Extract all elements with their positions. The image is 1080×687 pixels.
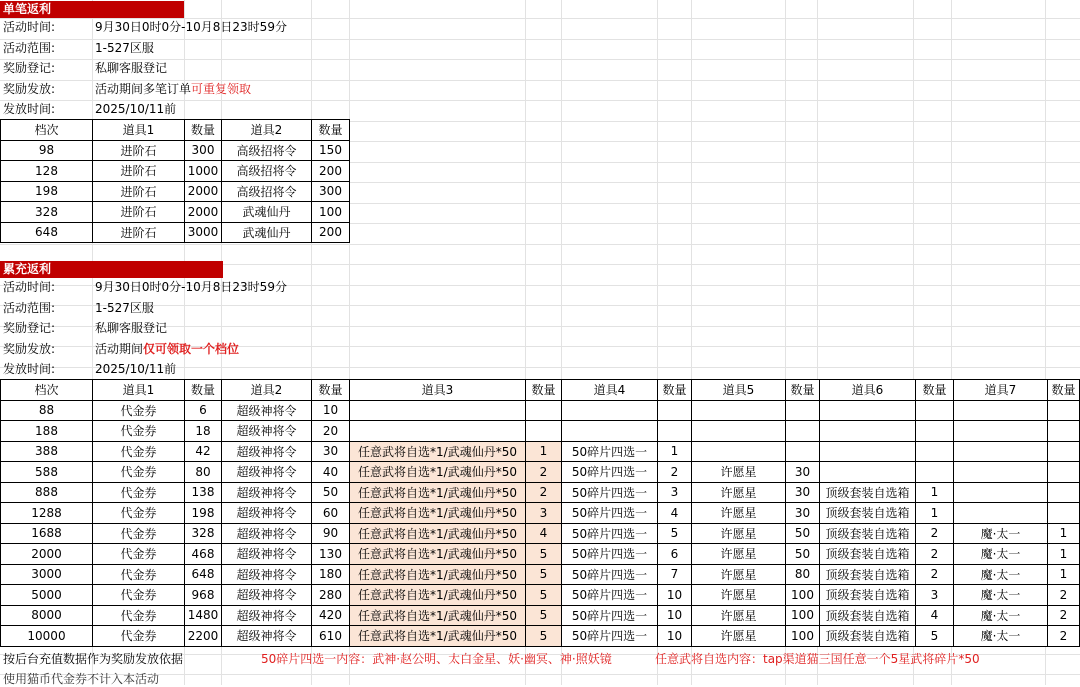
table-cell: 武魂仙丹 [222,202,312,223]
info-value-text: 2025/10/11前 [95,102,177,116]
info-value [95,58,167,79]
info-value [95,277,287,298]
table-cell: 高级招将令 [222,161,312,182]
table-cell: 5 [526,564,562,585]
table-cell [954,400,1048,421]
table-cell [820,462,916,483]
table-cell: 198 [1,181,93,202]
table-cell: 代金券 [93,400,185,421]
table-cell: 388 [1,441,93,462]
info-label: 活动范围: [3,40,56,55]
info-value-text: 9月30日0时0分-10月8日23时59分 [95,20,287,34]
table-cell: 3 [526,503,562,524]
table-cell: 50 [312,482,350,503]
table-cell: 任意武将自选*1/武魂仙丹*50 [350,462,526,483]
table-cell: 100 [786,605,820,626]
table-cell: 许愿星 [692,605,786,626]
table-cell: 进阶石 [93,202,185,223]
info-value [95,359,176,380]
info-label: 奖励登记: [3,61,56,75]
table-cell [1048,421,1080,442]
table-row [1,626,1080,647]
table-cell: 高级招将令 [222,181,312,202]
table-cell: 代金券 [93,585,185,606]
table-cell: 1 [658,441,692,462]
footer-note-coupon: 使用猫币代金券不计入本活动 [3,672,160,686]
table-cell [916,421,954,442]
table-cell: 8000 [1,605,93,626]
table-cell: 3 [916,585,954,606]
info-label: 发放时间: [3,362,56,376]
table-row [1,585,1080,606]
table-cell: 1000 [185,161,222,182]
table-row [1,161,350,182]
table-cell [954,482,1048,503]
table-cell: 100 [786,585,820,606]
table-cell: 代金券 [93,462,185,483]
info-value [95,38,154,59]
table-cell: 2200 [185,626,222,647]
info-label: 活动时间: [3,280,56,294]
column-header: 数量 [786,380,820,401]
table-cell: 3 [658,482,692,503]
table-cell: 魔·太一 [954,605,1048,626]
table-cell: 588 [1,462,93,483]
table-cell [954,421,1048,442]
table-cell [1048,441,1080,462]
table-cell: 50 [786,523,820,544]
table-cell: 许愿星 [692,626,786,647]
column-header: 档次 [1,380,93,401]
table-cell: 超级神将令 [222,503,312,524]
table-cell [1048,400,1080,421]
table-cell: 150 [312,140,350,161]
table-cell: 1 [1048,564,1080,585]
table-cell [786,400,820,421]
table-cell: 顶级套装自选箱 [820,544,916,565]
info-value [95,79,251,100]
table-cell: 5 [526,626,562,647]
table-cell: 200 [312,161,350,182]
table-cell: 1688 [1,523,93,544]
table-cell: 30 [786,482,820,503]
column-header: 档次 [1,120,93,141]
table-cell: 魔·太一 [954,523,1048,544]
table-row [1,202,350,223]
table-row [1,441,1080,462]
table-cell: 20 [312,421,350,442]
table-cell [526,421,562,442]
table-cell: 200 [312,222,350,243]
table-cell: 648 [185,564,222,585]
table-cell: 3000 [185,222,222,243]
table-row [1,140,350,161]
info-label: 发放时间: [3,102,56,116]
table-cell [820,421,916,442]
table-cell: 90 [312,523,350,544]
column-header: 道具7 [954,380,1048,401]
table-cell: 1 [526,441,562,462]
table-cell: 许愿星 [692,503,786,524]
table-cell: 1288 [1,503,93,524]
table-cell: 顶级套装自选箱 [820,503,916,524]
table-cell [954,441,1048,462]
table-cell: 1 [1048,544,1080,565]
table-cell: 任意武将自选*1/武魂仙丹*50 [350,564,526,585]
table-cell [1048,503,1080,524]
table-cell: 2000 [185,181,222,202]
column-header: 道具4 [562,380,658,401]
footer-note-basis: 按后台充值数据作为奖励发放依据 [3,652,184,666]
table-cell: 顶级套装自选箱 [820,523,916,544]
table-row [1,181,350,202]
table-cell: 10 [658,626,692,647]
table-cell: 许愿星 [692,564,786,585]
info-value-text: 私聊客服登记 [95,61,168,75]
section1-table [0,119,350,243]
table-cell: 1480 [185,605,222,626]
table-cell: 代金券 [93,544,185,565]
table-cell: 40 [312,462,350,483]
table-cell [954,503,1048,524]
column-header: 道具1 [93,120,185,141]
table-cell: 2 [526,482,562,503]
table-cell: 进阶石 [93,161,185,182]
column-header: 道具2 [222,380,312,401]
table-cell: 2 [916,544,954,565]
table-cell: 10 [312,400,350,421]
table-cell [820,441,916,462]
info-value [95,339,239,360]
info-value [95,298,154,319]
table-cell: 5000 [1,585,93,606]
table-cell: 10 [658,585,692,606]
info-value-text: 2025/10/11前 [95,362,177,376]
table-cell: 2 [1048,626,1080,647]
table-cell: 42 [185,441,222,462]
table-cell: 888 [1,482,93,503]
table-cell: 2 [916,564,954,585]
table-cell: 648 [1,222,93,243]
table-cell: 88 [1,400,93,421]
info-label: 奖励发放: [3,81,56,96]
table-cell [692,441,786,462]
table-cell: 188 [1,421,93,442]
info-value [95,17,287,38]
info-value-text: 9月30日0时0分-10月8日23时59分 [95,280,287,294]
table-cell: 顶级套装自选箱 [820,605,916,626]
table-cell: 代金券 [93,626,185,647]
table-row [1,482,1080,503]
table-cell [820,400,916,421]
table-cell: 280 [312,585,350,606]
table-cell: 进阶石 [93,181,185,202]
info-value [95,318,167,339]
column-header: 数量 [185,120,222,141]
table-cell [692,421,786,442]
table-cell: 超级神将令 [222,523,312,544]
column-header: 道具2 [222,120,312,141]
table-cell: 1 [1048,523,1080,544]
column-header: 道具1 [93,380,185,401]
table-cell: 50碎片四选一 [562,626,658,647]
table-cell: 100 [312,202,350,223]
info-value [95,99,176,120]
table-row [1,605,1080,626]
table-cell: 代金券 [93,564,185,585]
table-cell: 6 [658,544,692,565]
table-cell: 许愿星 [692,482,786,503]
column-header: 数量 [916,380,954,401]
table-cell: 超级神将令 [222,482,312,503]
table-cell: 50碎片四选一 [562,564,658,585]
table-cell: 5 [526,544,562,565]
table-cell: 128 [1,161,93,182]
table-cell: 进阶石 [93,222,185,243]
info-label: 活动范围: [3,300,56,315]
table-cell: 138 [185,482,222,503]
table-cell: 3000 [1,564,93,585]
table-cell: 顶级套装自选箱 [820,585,916,606]
table-row [1,564,1080,585]
table-cell: 2 [526,462,562,483]
table-cell: 2 [1048,585,1080,606]
table-cell: 2 [1048,605,1080,626]
table-cell: 80 [786,564,820,585]
table-cell: 2 [658,462,692,483]
table-cell: 5 [526,585,562,606]
table-row [1,523,1080,544]
table-cell: 超级神将令 [222,585,312,606]
table-row [1,462,1080,483]
table-cell [786,421,820,442]
table-cell: 许愿星 [692,523,786,544]
table-cell: 许愿星 [692,462,786,483]
table-cell: 30 [786,462,820,483]
grid-hline [0,305,1080,306]
section2-table [0,379,1080,647]
table-row [1,503,1080,524]
section2-title: 累充返利 [0,261,223,278]
table-cell: 超级神将令 [222,544,312,565]
table-cell: 30 [786,503,820,524]
grid-hline [0,674,1080,675]
table-cell: 968 [185,585,222,606]
table-cell [692,400,786,421]
table-cell: 80 [185,462,222,483]
table-cell: 60 [312,503,350,524]
column-header: 道具3 [350,380,526,401]
table-cell: 4 [658,503,692,524]
table-cell: 50碎片四选一 [562,462,658,483]
table-cell: 328 [185,523,222,544]
info-highlight: 仅可领取一个档位 [143,341,240,356]
table-cell [1048,482,1080,503]
table-cell: 50碎片四选一 [562,605,658,626]
info-value-text: 活动期间 [95,341,144,356]
table-cell: 50碎片四选一 [562,503,658,524]
table-row [1,400,1080,421]
table-cell: 2000 [185,202,222,223]
table-cell: 超级神将令 [222,400,312,421]
table-cell: 100 [786,626,820,647]
table-cell: 超级神将令 [222,441,312,462]
table-cell: 任意武将自选*1/武魂仙丹*50 [350,585,526,606]
table-row [1,222,350,243]
table-cell: 4 [526,523,562,544]
grid-hline [0,39,1080,40]
column-header: 数量 [526,380,562,401]
table-cell: 任意武将自选*1/武魂仙丹*50 [350,544,526,565]
table-cell: 198 [185,503,222,524]
table-cell: 30 [312,441,350,462]
table-cell: 超级神将令 [222,564,312,585]
footer-note-hero: 任意武将自选内容：tap渠道猫三国任意一个5星武将碎片*50 [655,652,980,666]
table-cell: 魔·太一 [954,585,1048,606]
table-cell: 许愿星 [692,544,786,565]
table-cell: 任意武将自选*1/武魂仙丹*50 [350,626,526,647]
table-cell: 超级神将令 [222,421,312,442]
table-cell: 超级神将令 [222,462,312,483]
table-cell: 610 [312,626,350,647]
table-cell [954,462,1048,483]
column-header: 数量 [312,380,350,401]
table-cell: 300 [312,181,350,202]
table-cell [658,421,692,442]
table-cell: 50碎片四选一 [562,585,658,606]
table-cell [658,400,692,421]
table-cell [350,421,526,442]
table-cell: 代金券 [93,421,185,442]
column-header: 道具5 [692,380,786,401]
table-cell: 7 [658,564,692,585]
info-label: 奖励发放: [3,341,56,356]
table-cell [350,400,526,421]
table-cell: 5 [526,605,562,626]
table-cell: 代金券 [93,482,185,503]
table-cell: 许愿星 [692,585,786,606]
table-cell: 顶级套装自选箱 [820,564,916,585]
table-cell [562,400,658,421]
table-cell: 代金券 [93,523,185,544]
table-cell: 130 [312,544,350,565]
table-row [1,421,1080,442]
table-cell: 328 [1,202,93,223]
table-cell: 4 [916,605,954,626]
table-cell: 2000 [1,544,93,565]
table-cell: 魔·太一 [954,564,1048,585]
table-cell: 98 [1,140,93,161]
table-cell: 1 [916,503,954,524]
column-header: 数量 [185,380,222,401]
table-cell [1048,462,1080,483]
table-cell: 代金券 [93,503,185,524]
column-header: 数量 [658,380,692,401]
table-cell [562,421,658,442]
info-value-text: 活动期间多笔订单 [95,81,192,96]
info-label: 活动时间: [3,20,56,34]
table-row [1,544,1080,565]
table-cell: 代金券 [93,441,185,462]
table-cell: 超级神将令 [222,605,312,626]
table-cell: 6 [185,400,222,421]
table-cell: 代金券 [93,605,185,626]
table-cell: 任意武将自选*1/武魂仙丹*50 [350,482,526,503]
table-cell: 468 [185,544,222,565]
table-cell: 5 [658,523,692,544]
info-label: 奖励登记: [3,321,56,335]
table-cell: 18 [185,421,222,442]
table-cell: 50碎片四选一 [562,441,658,462]
table-cell: 10 [658,605,692,626]
table-cell: 300 [185,140,222,161]
table-cell: 魔·太一 [954,626,1048,647]
table-cell: 超级神将令 [222,626,312,647]
table-cell: 2 [916,523,954,544]
table-cell [526,400,562,421]
column-header: 数量 [312,120,350,141]
table-cell: 50 [786,544,820,565]
table-cell: 顶级套装自选箱 [820,626,916,647]
table-cell: 180 [312,564,350,585]
table-cell: 50碎片四选一 [562,544,658,565]
table-cell: 魔·太一 [954,544,1048,565]
column-header: 数量 [1048,380,1080,401]
table-cell: 任意武将自选*1/武魂仙丹*50 [350,523,526,544]
table-cell: 高级招将令 [222,140,312,161]
table-cell: 任意武将自选*1/武魂仙丹*50 [350,441,526,462]
section1-title: 单笔返利 [0,1,184,18]
table-cell: 50碎片四选一 [562,523,658,544]
table-cell: 1 [916,482,954,503]
info-highlight: 可重复领取 [191,81,252,96]
info-value-text: 1-527区服 [95,300,154,315]
info-value-text: 私聊客服登记 [95,321,168,335]
table-cell: 顶级套装自选箱 [820,482,916,503]
table-cell [916,441,954,462]
table-cell: 10000 [1,626,93,647]
footer-note-fragments: 50碎片四选一内容：武神·赵公明、太白金星、妖·幽冥、神·照妖镜 [261,652,612,666]
table-cell: 武魂仙丹 [222,222,312,243]
table-cell [916,400,954,421]
grid-hline [0,244,1080,245]
table-cell: 任意武将自选*1/武魂仙丹*50 [350,605,526,626]
column-header: 道具6 [820,380,916,401]
table-cell [916,462,954,483]
table-cell: 50碎片四选一 [562,482,658,503]
table-cell: 任意武将自选*1/武魂仙丹*50 [350,503,526,524]
table-cell: 5 [916,626,954,647]
info-value-text: 1-527区服 [95,40,154,55]
table-cell: 进阶石 [93,140,185,161]
table-cell: 420 [312,605,350,626]
table-cell [786,441,820,462]
